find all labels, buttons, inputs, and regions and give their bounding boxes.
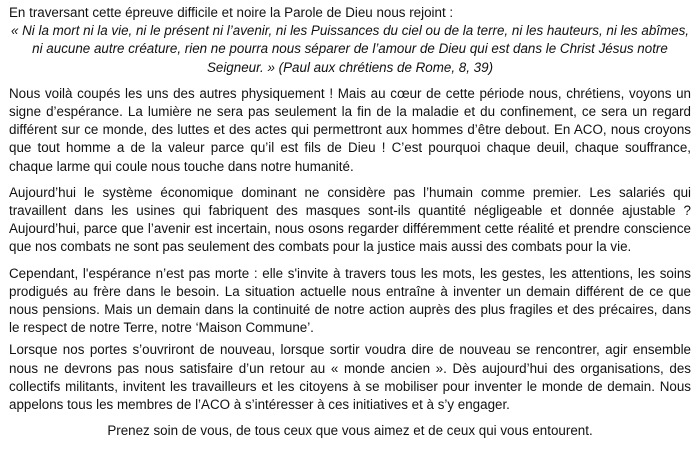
intro-text: En traversant cette épreuve difficile et noire la Parole de Dieu nous rejoint : bbox=[9, 5, 454, 20]
closing-text: Prenez soin de vous, de tous ceux que vous aimez et de ceux qui vous entourent. bbox=[107, 423, 593, 439]
paragraph-1: Nous voilà coupés les uns des autres physiquement ! Mais au cœur de cette période nous, chrétiens, voyons un signe d’espérance. La lumière ne sera pas seulement la fin de la maladie et du confinement, ce sera un regard différent sur ce monde, des luttes et des actes qui permettront aux hommes d’être debout. En ACO, nous croyons que tout homme a de la valeur parce qu’il est fils de Dieu ! C’est pourquoi chaque deuil, chaque souffrance, chaque larme qui coule nous touche dans notre humanité. bbox=[9, 85, 691, 174]
paragraph-3: Cependant, l'espérance n’est pas morte : elle s'invite à travers tous les mots, les gestes, les attentions, les soins prodigués au frère dans le besoin. La situation actuelle nous entraîne à inventer un demain différent de ce que nous pensions. Mais un demain dans la continuité de notre action auprès des plus fragiles et des précaires, dans le respect de notre Terre, notre ‘Maison Commune’. bbox=[9, 265, 691, 336]
scripture-quote: « Ni la mort ni la vie, ni le présent ni l’avenir, ni les Puissances du ciel ou de la terre, ni les hauteurs, ni les abîmes, ni aucune autre créature, rien ne pourra nous séparer de l’amour de Dieu qui est dans le Christ Jésus notre Seigneur. » (Paul aux chrétiens de Rome, 8, 39) bbox=[10, 23, 690, 75]
paragraph-2: Aujourd’hui le système économique dominant ne considère pas l’humain comme premier. Les salariés qui travaillent dans les usines qui fabriquent des masques sont-ils quantité négligeable et donnée ajustable ? Aujourd’hui, parce que l’avenir est incertain, nous osons regarder différemment cette réalité et prendre conscience que nos combats ne sont pas seulement des combats pour la justice mais aussi des combats pour la vie. bbox=[9, 184, 691, 255]
paragraph-4: Lorsque nos portes s’ouvriront de nouveau, lorsque sortir voudra dire de nouveau se rencontrer, agir ensemble nous ne devrons pas nous satisfaire d’un retour au « monde ancien ». Dès aujourd’hui des organisations, des collectifs militants, invitent les travailleurs et les citoyens à se mobiliser pour inventer le monde de demain. Nous appelons tous les membres de l’ACO à s’intéresser à ces initiatives et à s’y engager. bbox=[9, 342, 691, 413]
